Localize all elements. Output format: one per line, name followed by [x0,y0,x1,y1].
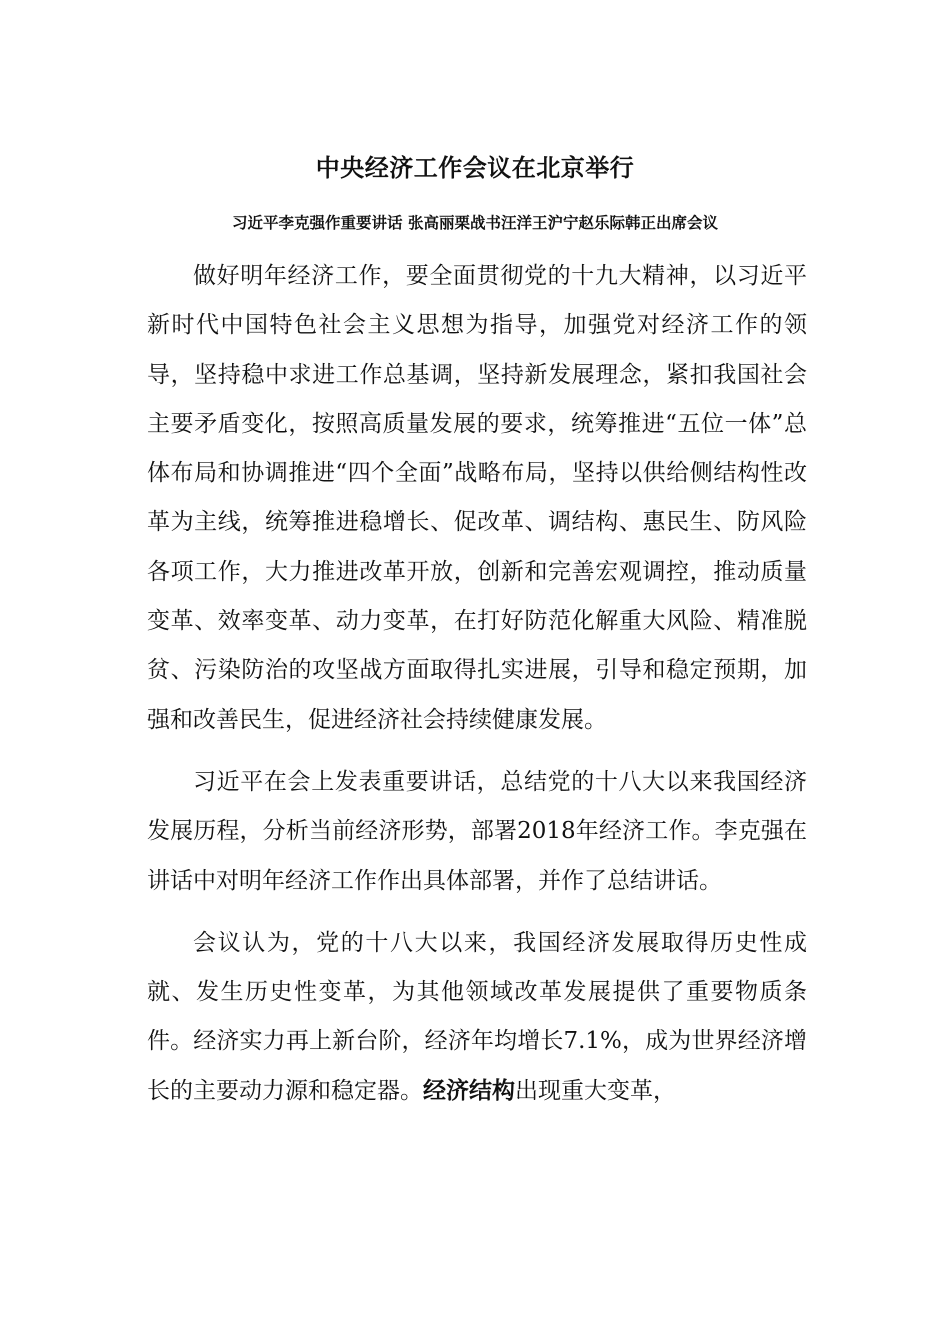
paragraph-2: 习近平在会上发表重要讲话，总结党的十八大以来我国经济发展历程，分析当前经济形势，部署2018年经济工作。李克强在讲话中对明年经济工作作出具体部署，并作了总结讲话。 [147,768,807,894]
highlighted-term: 经济结构 [423,1077,515,1104]
paragraph-3 [147,919,807,1116]
document-title: 中央经济工作会议在北京举行 [315,154,635,182]
document-body [147,252,807,1116]
paragraph-1: 做好明年经济工作，要全面贯彻党的十九大精神，以习近平新时代中国特色社会主义思想为指导，加强党对经济工作的领导，坚持稳中求进工作总基调，坚持新发展理念，紧扣我国社会主要矛盾变化，按照高质量发展的要求，统筹推进“五位一体”总体布局和协调推进“四个全面”战略布局，坚持以供给侧结构性改革为主线，统筹推进稳增长、促改革、调结构、惠民生、防风险各项工作，大力推进改革开放，创新和完善宏观调控，推动质量变革、效率变革、动力变革，在打好防范化解重大风险、精准脱贫、污染防治的攻坚战方面取得扎实进展，引导和稳定预期，加强和改善民生，促进经济社会持续健康发展。 [147,263,807,733]
paragraph-3-text: 会议认为，党的十八大以来，我国经济发展取得历史性成就、发生历史性变革，为其他领域改革发展提供了重要物质条件。经济实力再上新台阶，经济年均增长7.1%，成为世界经济增长的主要动力源和稳定器。 [147,929,807,1104]
document-subtitle: 习近平李克强作重要讲话 张高丽栗战书汪洋王沪宁赵乐际韩正出席会议 [232,214,718,232]
paragraph-3-continuation: 出现重大变革， [515,1077,676,1104]
